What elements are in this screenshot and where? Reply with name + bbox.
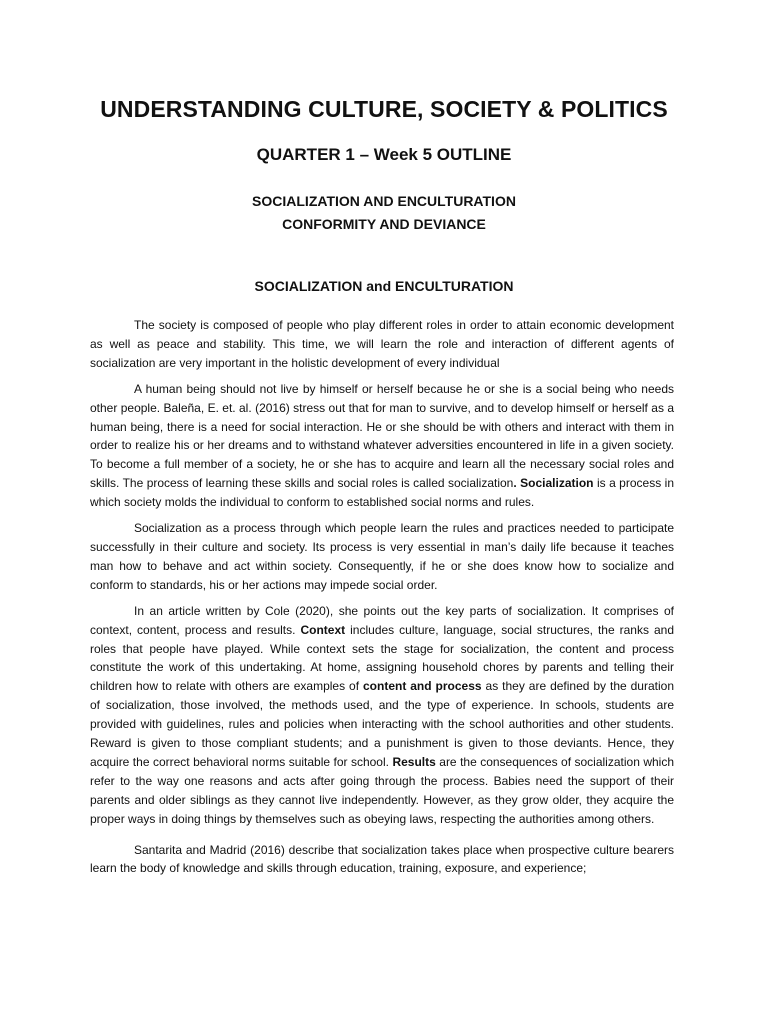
term-results: Results [392, 754, 436, 769]
document-title: UNDERSTANDING CULTURE, SOCIETY & POLITICS [100, 96, 668, 122]
topic-list [0, 190, 768, 236]
paragraph-5: Santarita and Madrid (2016) describe that socialization takes place when prospective culture bearers learn the body of knowledge and skills through education, training, exposure, and experience; [90, 842, 674, 876]
body-text [90, 316, 674, 885]
term-content-and-process: content and process [362, 679, 482, 694]
paragraph-4: In an article written by Cole (2020), she points out the key parts of socialization. It comprises of context, content, process and results. Context includes culture, language, social structures, the ranks and roles that people have played. While context sets the stage for socialization, the content and process constitute the work of this undertaking. At home, assigning household chores by parents and telling their children how to relate with others are examples of content and process as they are defined by the duration of socialization, those involved, the methods used, and the type of experience. In schools, students are provided with guidelines, rules and policies when interacting with the school authorities and other students. Reward is given to those compliant students; and a punishment is given to those deviants. Hence, they acquire the correct behavioral norms suitable for school. Results are the consequences of socialization which refer to the way one reasons and acts after going through the process. Babies need the support of their parents and older siblings as they cannot live independently. However, as they grow older, they acquire the proper ways in doing things by themselves such as obeying laws, respecting the authorities among others. [90, 603, 675, 826]
topic-item: CONFORMITY AND DEVIANCE [282, 216, 486, 232]
term-socialization: . Socialization [513, 476, 594, 491]
document-subtitle: QUARTER 1 – Week 5 OUTLINE [256, 145, 512, 164]
term-context: Context [300, 622, 346, 637]
paragraph-3: Socialization as a process through which people learn the rules and practices needed to participate successfully in their culture and society. Its process is very essential in man’s daily life because it teaches man how to behave and act within society. Consequently, if he or she does know how to socialize and conform to standards, his or her actions may impede social order. [90, 521, 674, 592]
section-heading: SOCIALIZATION and ENCULTURATION [254, 278, 514, 294]
topic-item: SOCIALIZATION AND ENCULTURATION [252, 193, 516, 209]
paragraph-2: A human being should not live by himself or herself because he or she is a social being who needs other people. Baleña, E. et. al. (2016) stress out that for man to survive, and to develop himself or herself as a human being, there is a need for social interaction. He or she should be with others and interact with them in order to realize his or her dreams and to withstand whatever adversities encountered in life in a given society. To become a full member of a society, he or she has to acquire and learn all the necessary social roles and skills. The process of learning these skills and social roles is called socialization. Socialization is a process in which society molds the individual to conform to established social norms and rules. [90, 381, 674, 510]
paragraph-1: The society is composed of people who play different roles in order to attain economic development as well as peace and stability. This time, we will learn the role and interaction of different agents of socialization are very important in the holistic development of every individual [90, 318, 674, 370]
